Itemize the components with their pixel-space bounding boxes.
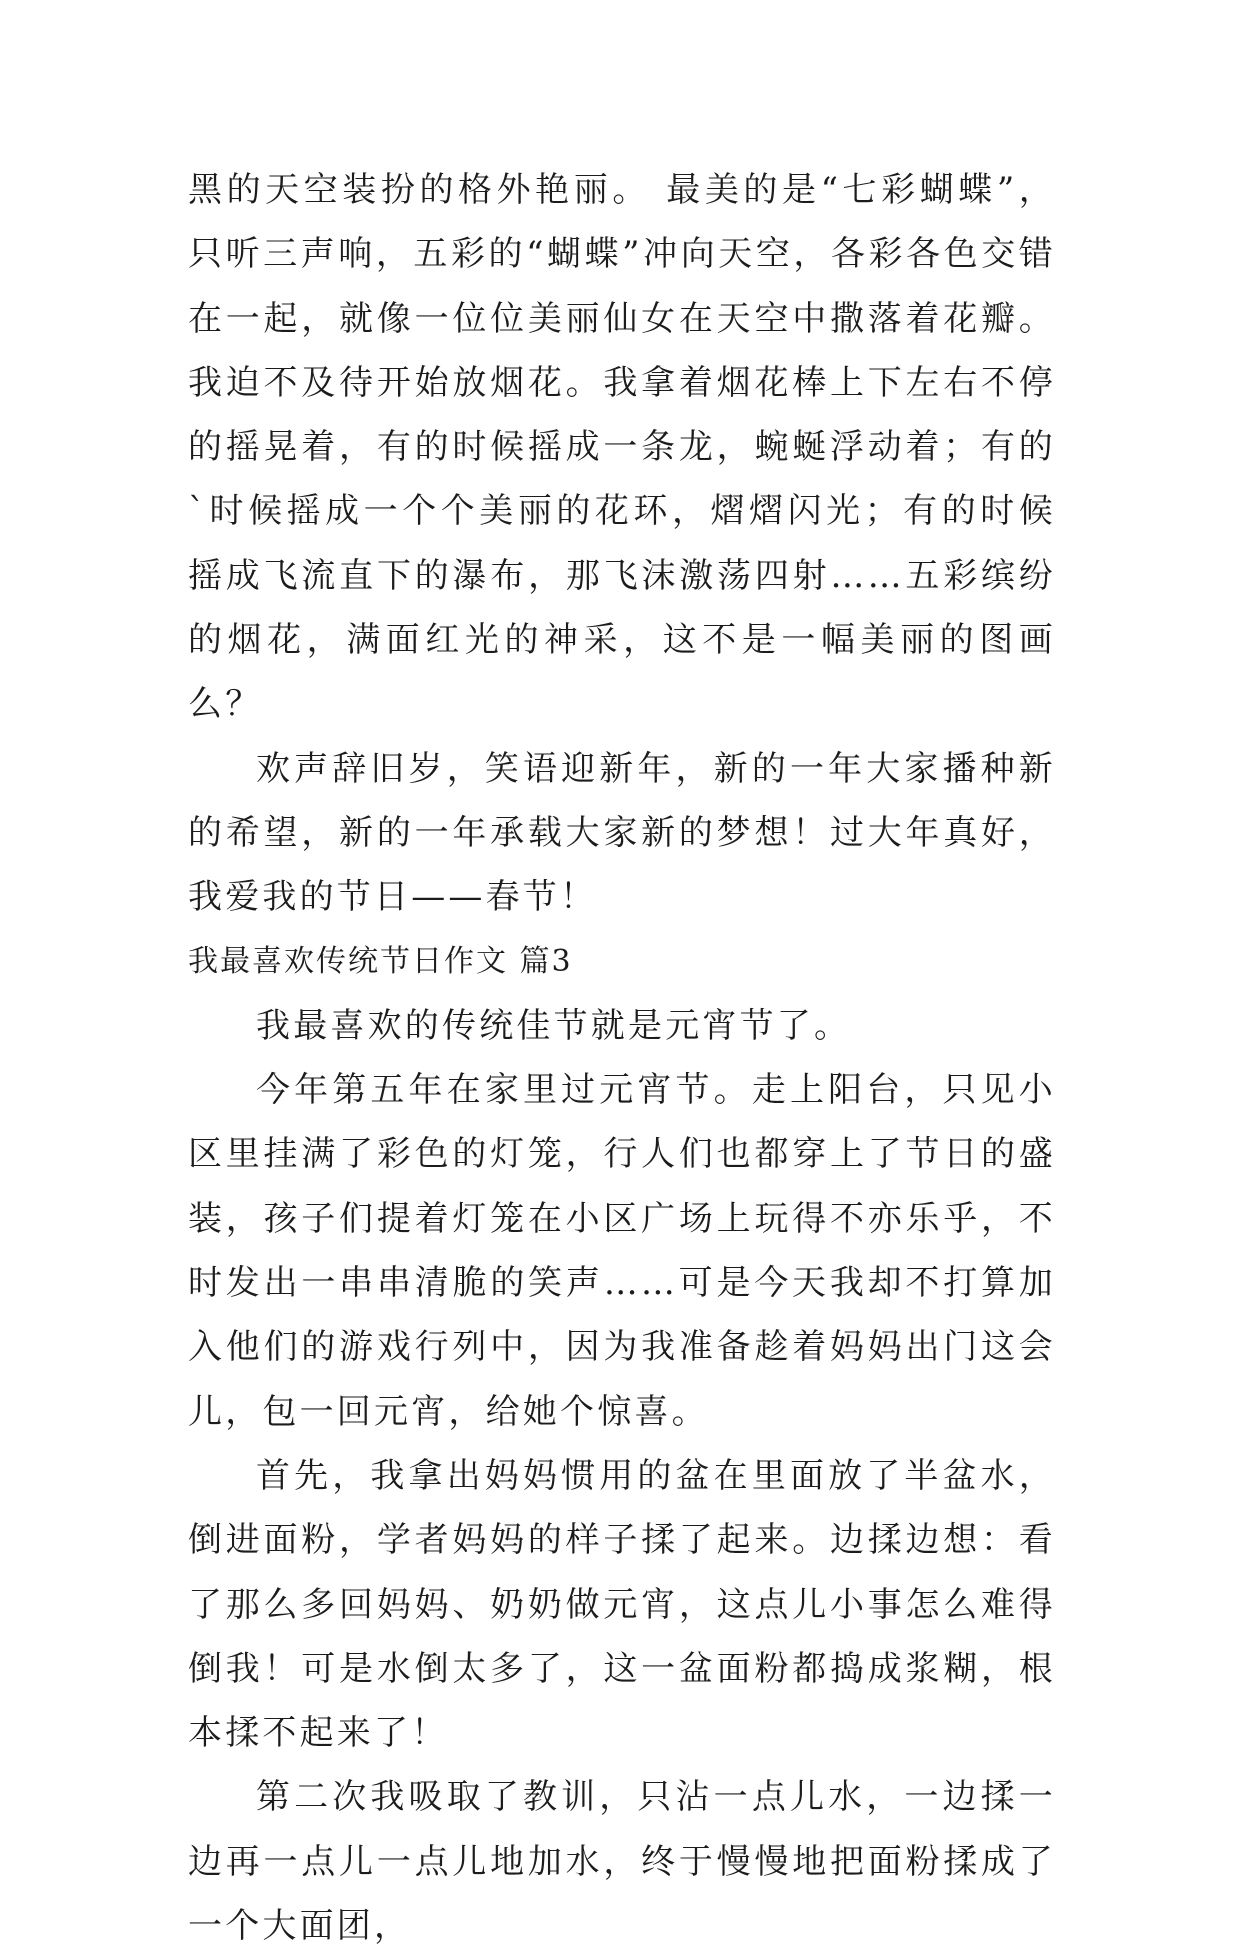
paragraph-second-attempt: 第二次我吸取了教训，只沾一点儿水，一边揉一边再一点儿一点儿地加水，终于慢慢地把面粉揉成了一个大面团， — [188, 1777, 1056, 1947]
paragraph-balcony-scene: 今年第五年在家里过元宵节。走上阳台，只见小区里挂满了彩色的灯笼，行人们也都穿上了节日的盛装，孩子们提着灯笼在小区广场上玩得不亦乐乎，不时发出一串串清脆的笑声……可是今天我却不打算加入他们的游戏行列中，因为我准备趁着妈妈出门这会儿，包一回元宵，给她个惊喜。 — [188, 1070, 1056, 1432]
section-heading: 我最喜欢传统节日作文 篇3 — [188, 943, 573, 979]
paragraph-lantern-festival-intro: 我最喜欢的传统佳节就是元宵节了。 — [256, 1005, 852, 1046]
paragraph-fireworks-continued: 黑的天空装扮的格外艳丽。 最美的是“七彩蝴蝶”，只听三声响，五彩的“蝴蝶”冲向天空，各彩各色交错在一起，就像一位位美丽仙女在天空中撒落着花瓣。我迫不及待开始放烟花。我拿着烟花棒上下左右不停的摇晃着，有的时候摇成一条龙，蜿蜒浮动着；有的`时候摇成一个个美丽的花环，熠熠闪光；有的时候摇成飞流直下的瀑布，那飞沫激荡四射……五彩缤纷的烟花，满面红光的神采，这不是一幅美丽的图画么？ — [188, 170, 1056, 725]
paragraph-new-year-wishes: 欢声辞旧岁，笑语迎新年，新的一年大家播种新的希望，新的一年承载大家新的梦想！过大年真好，我爱我的节日——春节！ — [188, 748, 1056, 918]
paragraph-first-attempt: 首先，我拿出妈妈惯用的盆在里面放了半盆水，倒进面粉，学者妈妈的样子揉了起来。边揉边想：看了那么多回妈妈、奶奶做元宵，这点儿小事怎么难得倒我！可是水倒太多了，这一盆面粉都捣成浆糊，根本揉不起来了！ — [188, 1455, 1056, 1754]
document-body — [188, 158, 1056, 1958]
